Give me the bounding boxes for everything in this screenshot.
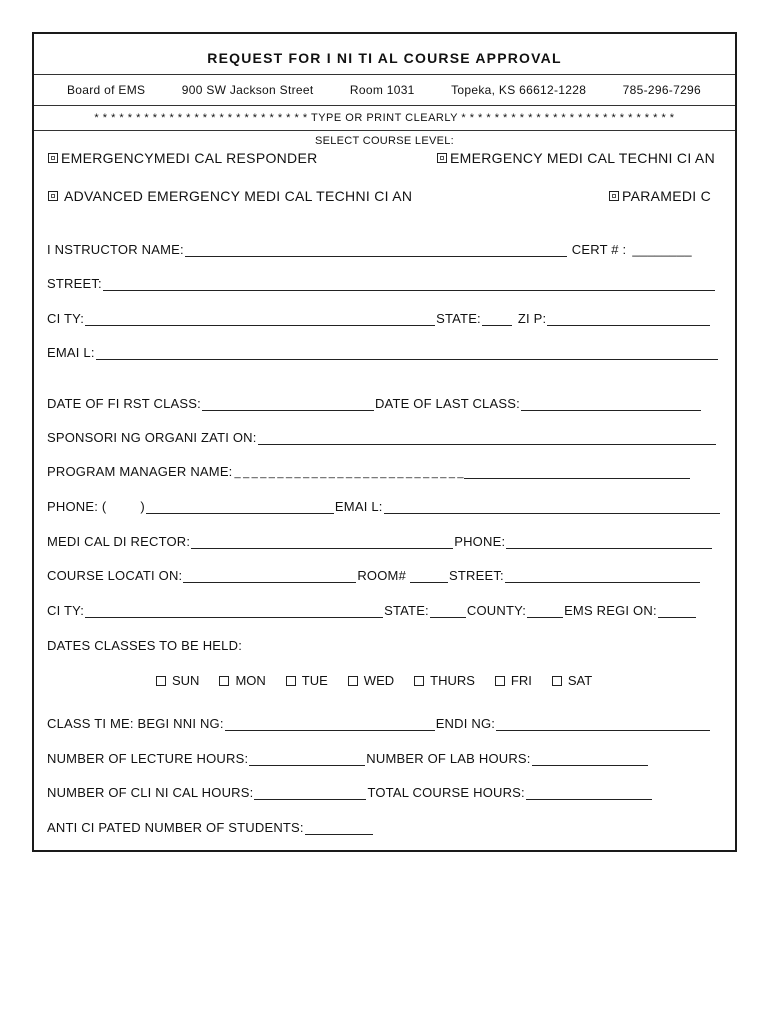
class-time-label: CLASS TI ME: BEGI NNI NG:: [47, 716, 224, 731]
aemt-checkbox[interactable]: [48, 191, 58, 201]
checkbox-icon[interactable]: [219, 676, 229, 686]
lab-hours-field[interactable]: [532, 754, 648, 766]
pm-contact-row: PHONE: ( ) EMAI L:: [47, 499, 721, 514]
room-label: ROOM#: [357, 568, 407, 583]
instructor-row: [47, 242, 692, 257]
zip-label: ZI P:: [517, 311, 547, 326]
ems-region-field[interactable]: [658, 606, 696, 618]
state-label: STATE:: [436, 311, 481, 326]
city-row: [47, 311, 711, 326]
checkbox-icon[interactable]: [495, 676, 505, 686]
program-manager-dashes: _ _ _ _ _ _ _ _ _ _ _ _ _ _ _ _ _ _ _ _ _ _ _ _ _ _ _: [234, 467, 464, 479]
class-time-row: [47, 716, 711, 731]
course-approval-form: [32, 32, 737, 852]
street-label: STREET:: [47, 276, 102, 291]
pm-email-label: EMAI L:: [334, 499, 383, 514]
program-manager-label: PROGRAM MANAGER NAME:: [47, 464, 233, 479]
emr-checkbox[interactable]: [48, 153, 58, 163]
org-room: Room 1031: [349, 83, 415, 97]
checkbox-icon[interactable]: [348, 676, 358, 686]
org-name: Board of EMS: [67, 83, 146, 97]
day-sun[interactable]: SUN: [156, 673, 199, 688]
program-manager-field[interactable]: [464, 467, 690, 479]
medical-director-row: [47, 534, 713, 549]
lab-hours-label: NUMBER OF LAB HOURS:: [366, 751, 531, 766]
sponsor-row: [47, 430, 717, 445]
last-class-label: DATE OF LAST CLASS:: [374, 396, 520, 411]
clinical-hours-label: NUMBER OF CLI NI CAL HOURS:: [47, 785, 254, 800]
checkbox-icon[interactable]: [414, 676, 424, 686]
first-class-label: DATE OF FI RST CLASS:: [47, 396, 201, 411]
cert-field[interactable]: ________: [632, 242, 692, 257]
cert-label: CERT # :: [571, 242, 627, 257]
street-field[interactable]: [103, 279, 715, 291]
location-street-label: STREET:: [449, 568, 504, 583]
room-field[interactable]: [410, 571, 448, 583]
select-level-label: SELECT COURSE LEVEL:: [314, 135, 455, 147]
checkbox-icon[interactable]: [156, 676, 166, 686]
first-class-field[interactable]: [202, 399, 374, 411]
zip-field[interactable]: [547, 314, 710, 326]
class-end-field[interactable]: [496, 719, 710, 731]
address-line: [34, 83, 735, 97]
checkbox-icon[interactable]: [286, 676, 296, 686]
lecture-hours-field[interactable]: [249, 754, 365, 766]
lecture-lab-row: [47, 751, 649, 766]
location-state-label: STATE:: [384, 603, 429, 618]
email-label: EMAI L:: [47, 345, 95, 360]
dates-held-label: DATES CLASSES TO BE HELD:: [47, 638, 243, 653]
class-dates-row: [47, 396, 702, 411]
phone-label: PHONE: (: [47, 499, 107, 514]
total-hours-field[interactable]: [526, 788, 652, 800]
clinical-total-row: [47, 785, 653, 800]
state-field[interactable]: [482, 314, 512, 326]
location-city-label: CI TY:: [47, 603, 85, 618]
clinical-hours-field[interactable]: [254, 788, 366, 800]
ems-region-label: EMS REGI ON:: [564, 603, 657, 618]
day-tue[interactable]: TUE: [286, 673, 328, 688]
county-field[interactable]: [527, 606, 563, 618]
level-paramedic-option[interactable]: PARAMEDI C: [609, 188, 711, 204]
sponsor-field[interactable]: [258, 433, 716, 445]
org-street: 900 SW Jackson Street: [181, 83, 314, 97]
students-field[interactable]: [305, 823, 373, 835]
lecture-hours-label: NUMBER OF LECTURE HOURS:: [47, 751, 249, 766]
day-mon[interactable]: MON: [219, 673, 265, 688]
location-street-field[interactable]: [505, 571, 700, 583]
instructor-name-field[interactable]: [185, 245, 567, 257]
print-clearly-banner: * * * * * * * * * * * * * * * * * * * * * * * * * * TYPE OR PRINT CLEARLY * * * * * * * * * * * * * * * * * * * * * * * * * *: [94, 112, 675, 124]
program-manager-row: [47, 464, 691, 479]
pm-email-field[interactable]: [384, 502, 720, 514]
email-field[interactable]: [96, 348, 718, 360]
day-wed[interactable]: WED: [348, 673, 394, 688]
md-phone-label: PHONE:: [454, 534, 506, 549]
emt-checkbox[interactable]: [437, 153, 447, 163]
paramedic-checkbox[interactable]: [609, 191, 619, 201]
location-city-row: [47, 603, 697, 618]
divider: [34, 105, 735, 106]
class-begin-field[interactable]: [225, 719, 435, 731]
total-hours-label: TOTAL COURSE HOURS:: [367, 785, 525, 800]
checkbox-icon[interactable]: [552, 676, 562, 686]
day-sat[interactable]: SAT: [552, 673, 592, 688]
day-fri[interactable]: FRI: [495, 673, 532, 688]
md-phone-field[interactable]: [506, 537, 712, 549]
divider: [34, 74, 735, 75]
org-phone: 785-296-7296: [622, 83, 701, 97]
students-row: [47, 820, 374, 835]
pm-phone-field[interactable]: [146, 502, 334, 514]
level-emr-option[interactable]: EMERGENCYMEDI CAL RESPONDER: [48, 150, 318, 166]
org-city: Topeka, KS 66612-1228: [451, 83, 587, 97]
day-checkboxes: [156, 673, 612, 688]
last-class-field[interactable]: [521, 399, 701, 411]
form-title: REQUEST FOR I NI TI AL COURSE APPROVAL: [207, 50, 562, 66]
course-location-row: [47, 568, 701, 583]
location-city-field[interactable]: [85, 606, 383, 618]
divider: [34, 130, 735, 131]
county-label: COUNTY:: [466, 603, 527, 618]
level-emt-option[interactable]: EMERGENCY MEDI CAL TECHNI CI AN: [437, 150, 715, 166]
course-location-field[interactable]: [183, 571, 356, 583]
medical-director-label: MEDI CAL DI RECTOR:: [47, 534, 191, 549]
city-field[interactable]: [85, 314, 435, 326]
city-label: CI TY:: [47, 311, 85, 326]
level-aemt-option[interactable]: ADVANCED EMERGENCY MEDI CAL TECHNI CI AN: [48, 188, 412, 204]
location-state-field[interactable]: [430, 606, 466, 618]
ending-label: ENDI NG:: [435, 716, 496, 731]
course-location-label: COURSE LOCATI ON:: [47, 568, 183, 583]
medical-director-field[interactable]: [191, 537, 453, 549]
sponsor-label: SPONSORI NG ORGANI ZATI ON:: [47, 430, 257, 445]
instructor-label: I NSTRUCTOR NAME:: [47, 242, 184, 257]
email-row: [47, 345, 719, 360]
day-thurs[interactable]: THURS: [414, 673, 475, 688]
students-label: ANTI CI PATED NUMBER OF STUDENTS:: [47, 820, 304, 835]
street-row: [47, 276, 716, 291]
